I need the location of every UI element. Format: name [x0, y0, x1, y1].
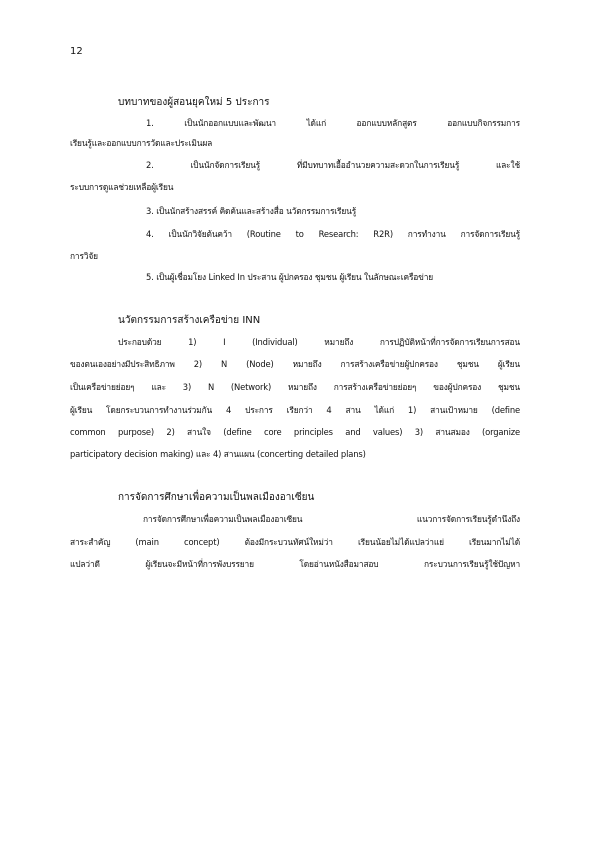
paragraph-line: แปลว่าดี ผู้เรียนจะมีหน้าที่การพังบรรยาย โดยอ่านหนังสือมาสอบ กระบวนการเรียนรู้ใช้ปัญหา: [70, 559, 520, 569]
page-number: 12: [70, 46, 83, 57]
paragraph-line: สาระสำคัญ (main concept) ต้องมีกระบวนทัศน์ใหม่ว่า เรียนน้อยไม่ได้แปลว่าแย่ เรียนมากไม่ได้: [70, 537, 520, 547]
paragraph-line: ประกอบด้วย 1) I (Individual) หมายถึง การปฏิบัติหน้าที่การจัดการเรียนการสอน: [118, 337, 520, 347]
paragraph-line: เรียนรู้และออกแบบการวัดและประเมินผล: [70, 138, 213, 148]
paragraph-line: 4. เป็นนักวิจัยต้นคว้า (Routine to Research: R2R) การทำงาน การจัดการเรียนรู้: [146, 229, 520, 239]
paragraph-line: 3. เป็นนักสร้างสรรค์ คิดค้นและสร้างสื่อ นวัตกรรมการเรียนรู้: [146, 206, 357, 216]
section-heading-teacher-roles: บทบาทของผู้สอนยุคใหม่ 5 ประการ: [118, 97, 270, 108]
paragraph-line: เป็นเครือข่ายย่อยๆ และ 3) N (Network) หมายถึง การสร้างเครือข่ายย่อยๆ ของผู้ปกครอง ชุมชน: [70, 382, 520, 392]
section-heading-asean-education: การจัดการศึกษาเพื่อความเป็นพลเมืองอาเซียน: [118, 492, 315, 503]
paragraph-line: 1. เป็นนักออกแบบและพัฒนา ได้แก่ ออกแบบหลักสูตร ออกแบบกิจกรรมการ: [146, 118, 520, 128]
paragraph-line: ของตนเองอย่างมีประสิทธิภาพ 2) N (Node) หมายถึง การสร้างเครือข่ายผู้ปกครอง ชุมชน ผู้เรียน: [70, 359, 520, 369]
paragraph-line: การวิจัย: [70, 251, 98, 261]
section-heading-inn-network: นวัตกรรมการสร้างเครือข่าย INN: [118, 315, 261, 326]
paragraph-line: การจัดการศึกษาเพื่อความเป็นพลเมืองอาเซียน แนวการจัดการเรียนรู้ดำนึงถึง: [143, 514, 520, 524]
paragraph-line: 5. เป็นผู้เชื่อมโยง Linked In ประสาน ผู้ปกครอง ชุมชน ผู้เรียน ในลักษณะเครือข่าย: [146, 272, 434, 282]
paragraph-line: common purpose) 2) สานใจ (define core principles and values) 3) สานสมอง (organize: [70, 427, 520, 437]
paragraph-line: ผู้เรียน โดยกระบวนการทำงานร่วมกัน 4 ประการ เรียกว่า 4 สาน ได้แก่ 1) สานเป้าหมาย (define: [70, 405, 520, 415]
paragraph-line: ระบบการดูแลช่วยเหลือผู้เรียน: [70, 182, 174, 192]
paragraph-line: participatory decision making) และ 4) สานแผน (concerting detailed plans): [70, 449, 366, 459]
paragraph-line: 2. เป็นนักจัดการเรียนรู้ ที่มีบทบาทเอื้ออำนวยความสะดวกในการเรียนรู้ และใช้: [146, 160, 520, 170]
